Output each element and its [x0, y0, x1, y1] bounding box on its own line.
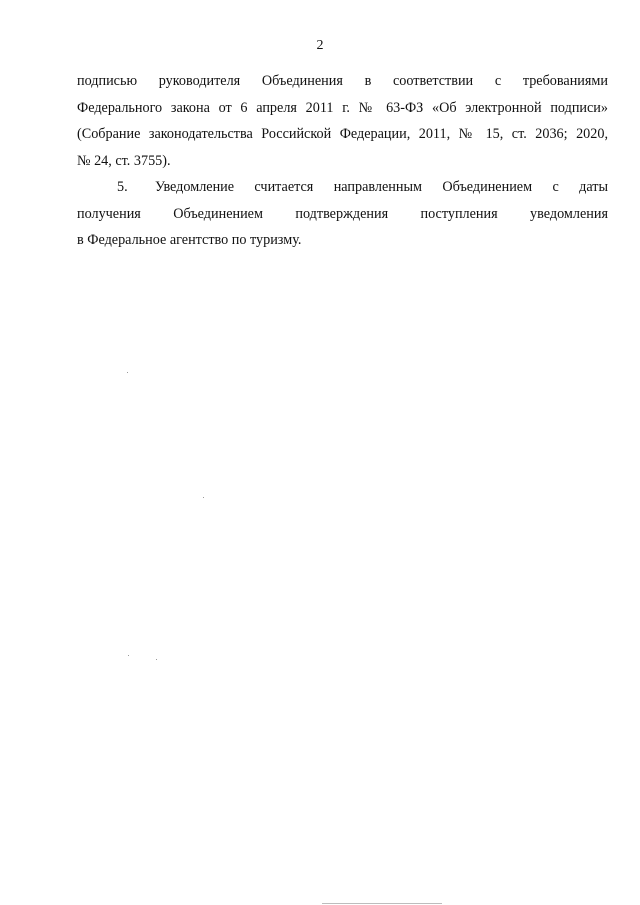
text-line-content: Уведомление считается направленным Объединением с даты — [155, 179, 608, 195]
text-line: получения Объединением подтверждения поступления уведомления — [77, 205, 608, 222]
page-number: 2 — [316, 38, 324, 53]
text-line: в Федеральное агентство по туризму. — [77, 232, 302, 248]
text-line-first — [77, 174, 608, 201]
scan-speck — [203, 497, 204, 498]
scan-speck — [156, 659, 157, 660]
scan-speck — [127, 372, 128, 373]
text-line: № 24, ст. 3755). — [77, 152, 171, 169]
text-line: подписью руководителя Объединения в соответствии с требованиями — [77, 73, 608, 89]
scan-edge-mark — [322, 903, 442, 904]
paragraph-item-5 — [77, 174, 608, 254]
paragraph-number: 5. — [117, 179, 128, 195]
text-line: (Собрание законодательства Российской Федерации, 2011, № 15, ст. 2036; 2020, — [77, 126, 608, 142]
scan-speck — [128, 655, 129, 656]
text-line: Федерального закона от 6 апреля 2011 г. № 63-ФЗ «Об электронной подписи» — [77, 99, 608, 116]
document-body — [77, 68, 608, 254]
paragraph-continuation — [77, 68, 608, 174]
